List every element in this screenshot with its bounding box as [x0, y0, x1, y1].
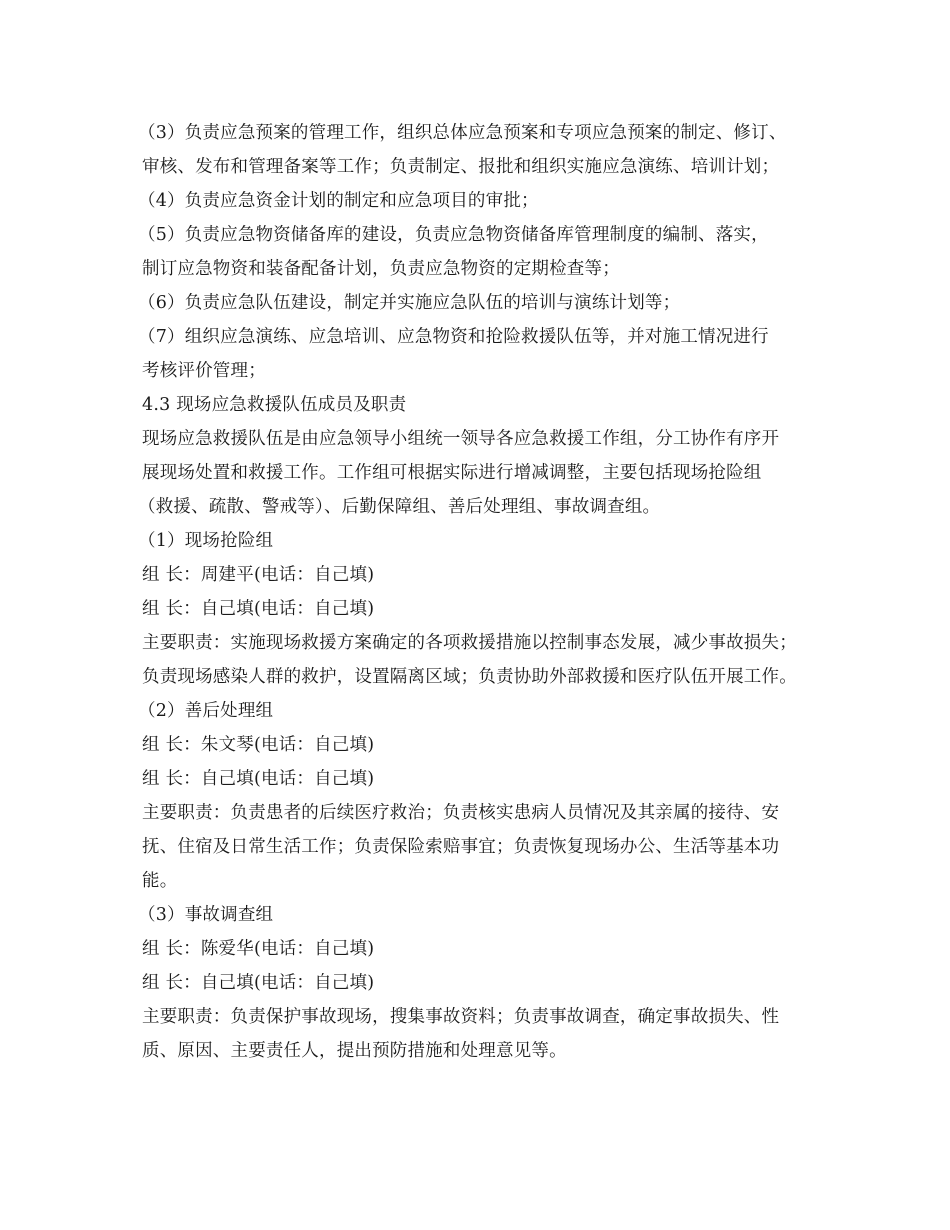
text-line: （5）负责应急物资储备库的建设，负责应急物资储备库管理制度的编制、落实，: [138, 225, 769, 245]
text-line: 制订应急物资和装备配备计划，负责应急物资的定期检查等；: [142, 259, 620, 279]
text-line: （4）负责应急资金计划的制定和应急项目的审批；: [138, 191, 539, 211]
text-line: 现场应急救援队伍是由应急领导小组统一领导各应急救援工作组，分工协作有序开: [142, 429, 780, 449]
text-line: 组 长：自己填(电话：自己填): [142, 769, 375, 789]
subsection-heading: （1）现场抢险组: [138, 531, 274, 551]
text-line: 主要职责：实施现场救援方案确定的各项救援措施以控制事态发展，减少事故损失；: [142, 633, 797, 653]
text-line: （7）组织应急演练、应急培训、应急物资和抢险救援队伍等，并对施工情况进行: [138, 327, 769, 347]
text-line: 主要职责：负责患者的后续医疗救治；负责核实患病人员情况及其亲属的接待、安: [142, 803, 780, 823]
text-line: 负责现场感染人群的救护，设置隔离区域；负责协助外部救援和医疗队伍开展工作。: [142, 667, 797, 687]
section-heading: 4.3 现场应急救援队伍成员及职责: [142, 395, 407, 415]
text-line: 组 长：自己填(电话：自己填): [142, 973, 375, 993]
text-line: 审核、发布和管理备案等工作；负责制定、报批和组织实施应急演练、培训计划；: [142, 157, 780, 177]
text-line: 展现场处置和救援工作。工作组可根据实际进行增减调整，主要包括现场抢险组: [142, 463, 762, 483]
text-line: （6）负责应急队伍建设，制定并实施应急队伍的培训与演练计划等；: [138, 293, 681, 313]
subsection-heading: （2）善后处理组: [138, 701, 274, 721]
text-line: 组 长：自己填(电话：自己填): [142, 599, 375, 619]
text-line: 组 长：周建平(电话：自己填): [142, 565, 375, 585]
document-body: [138, 116, 832, 1068]
text-line: 质、原因、主要责任人，提出预防措施和处理意见等。: [142, 1041, 567, 1061]
subsection-heading: （3）事故调查组: [138, 905, 274, 925]
text-line: （救援、疏散、警戒等）、后勤保障组、善后处理组、事故调查组。: [138, 497, 661, 517]
text-line: 能。: [142, 871, 178, 891]
text-line: 主要职责：负责保护事故现场，搜集事故资料；负责事故调查，确定事故损失、性: [142, 1007, 780, 1027]
text-line: 组 长：朱文琴(电话：自己填): [142, 735, 375, 755]
text-line: 组 长：陈爱华(电话：自己填): [142, 939, 375, 959]
text-line: 抚、住宿及日常生活工作；负责保险索赔事宜；负责恢复现场办公、生活等基本功: [142, 837, 780, 857]
text-line: 考核评价管理；: [142, 361, 266, 381]
text-line: （3）负责应急预案的管理工作，组织总体应急预案和专项应急预案的制定、修订、: [138, 123, 787, 143]
